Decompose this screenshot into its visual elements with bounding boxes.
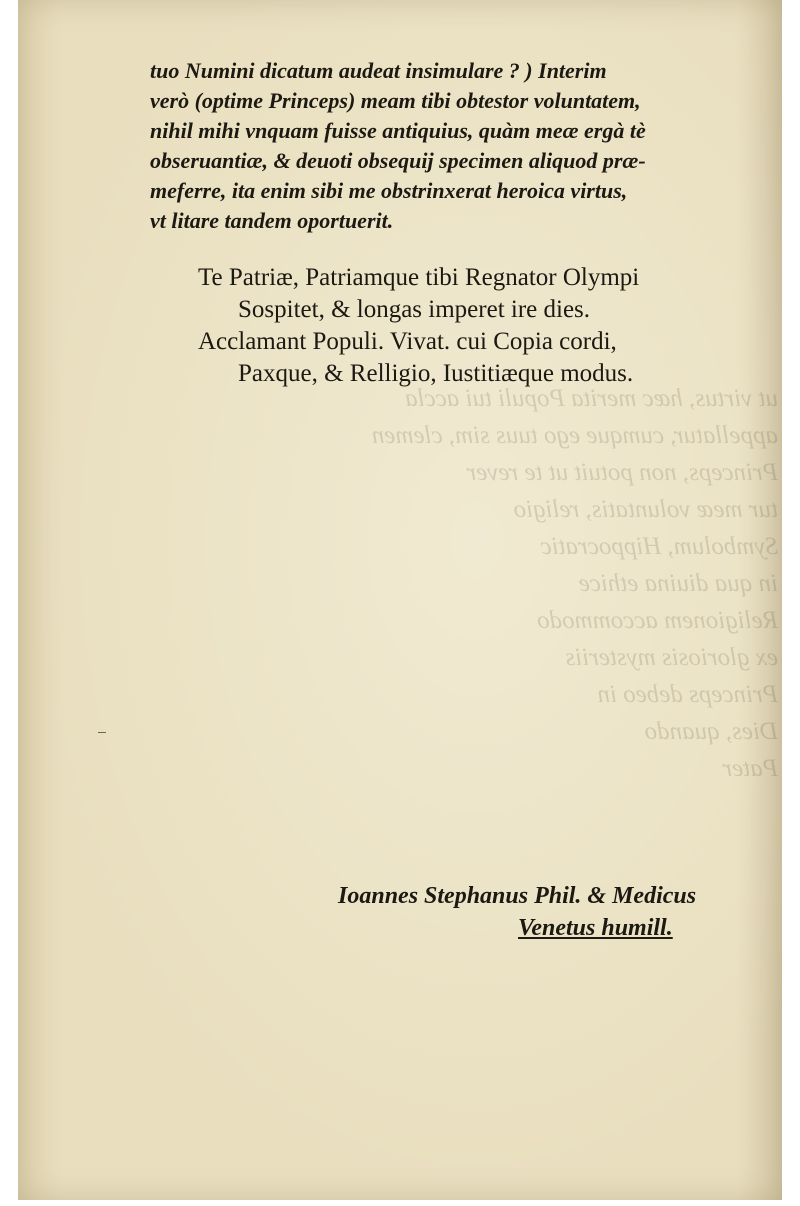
signature-name: Ioannes Stephanus Phil. & Medicus xyxy=(338,883,697,909)
show-through-text: ut virtus, hæc merita Populi tui accla appellatur, cumque ego tuus sim, clemen Princeps, non potuit ut te rever tur meæ voluntatis, religio Symbolum, Hippocratic in qua diuina ethice Religionem accommodo ex gloriosis mysteriis Princeps debeo in Dies, quando Pater xyxy=(371,385,778,782)
dedication-line: obseruantiæ, & deuoti obsequij specimen aliquod præ- xyxy=(150,148,646,173)
margin-mark xyxy=(98,732,106,733)
signature-block xyxy=(338,880,758,944)
verse-line: Sospitet, & longas imperet ire dies. xyxy=(238,296,591,323)
dedication-line: verò (optime Princeps) meam tibi obtestor voluntatem, xyxy=(150,88,641,113)
verse-line: Te Patriæ, Patriamque tibi Regnator Olympi xyxy=(198,264,640,291)
dedication-line: meferre, ita enim sibi me obstrinxerat heroica virtus, xyxy=(150,178,628,203)
verse-line: Paxque, & Relligio, Iustitiæque modus. xyxy=(238,360,634,387)
dedication-line: tuo Numini dicatum audeat insimulare ? ) Interim xyxy=(150,58,607,83)
dedication-line: vt litare tandem oportuerit. xyxy=(150,208,394,233)
dedication-line: nihil mihi vnquam fuisse antiquius, quàm meæ ergà tè xyxy=(150,118,646,143)
dedication-paragraph xyxy=(150,56,770,236)
verse-line: Acclamant Populi. Vivat. cui Copia cordi, xyxy=(198,328,617,355)
acclamation-verse xyxy=(198,262,768,390)
signature-place: Venetus humill. xyxy=(518,915,673,941)
